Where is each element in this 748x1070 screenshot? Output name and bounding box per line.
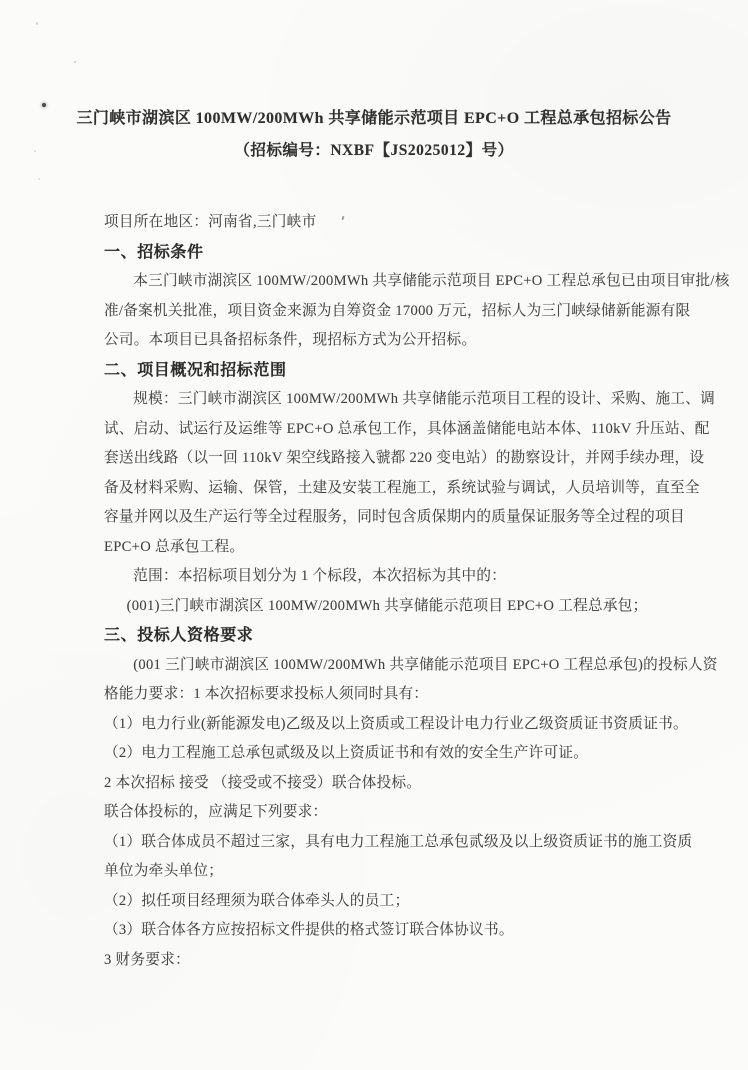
text-line: （1）联合体成员不超过三家，具有电力工程施工总承包贰级及以上级资质证书的施工资质 xyxy=(104,833,693,850)
text-line: 套送出线路（以一回 110kV 架空线路接入虢都 220 变电站）的勘察设计，并网手续办理，设 xyxy=(104,450,705,466)
text-line: 准/备案机关批准，项目资金来源为自筹资金 17000 万元，招标人为三门峡绿储新能源有限 xyxy=(104,302,691,319)
scan-speck xyxy=(34,150,36,152)
text-line: 格能力要求：1 本次招标要求投标人须同时具有： xyxy=(104,686,429,702)
text-line: (001)三门峡市湖滨区 100MW/200MWh 共享储能示范项目 EPC+O 工程总承包； xyxy=(126,597,648,614)
paragraph-project-scale xyxy=(104,385,716,562)
paragraph-bid-range xyxy=(104,562,666,592)
paragraph-qualification-intro xyxy=(104,651,718,710)
text-line: 2 本次招标 接受 （接受或不接受）联合体投标。 xyxy=(104,774,422,791)
scan-speck xyxy=(38,178,40,180)
paragraph-qualification-item-2 xyxy=(104,739,666,769)
scan-speck xyxy=(74,61,76,63)
document-body xyxy=(104,208,730,975)
section-heading-bidding-conditions: 一、招标条件 xyxy=(104,243,204,261)
section-heading-project-overview: 二、项目概况和招标范围 xyxy=(104,361,287,379)
paragraph-financial-requirements xyxy=(104,946,666,976)
text-line: （2）拟任项目经理须为联合体牵头人的员工； xyxy=(104,892,410,909)
paragraph-lot-001 xyxy=(104,592,666,622)
paragraph-qualification-item-1 xyxy=(104,710,688,740)
paragraph-consortium-requirement-1 xyxy=(104,828,693,887)
paragraph-consortium-acceptance xyxy=(104,769,666,799)
text-line: 单位为牵头单位； xyxy=(104,863,224,879)
document-subtitle: （招标编号：NXBF【JS2025012】号） xyxy=(234,142,514,159)
scan-speck xyxy=(42,103,46,107)
text-line: 本三门峡市湖滨区 100MW/200MWh 共享储能示范项目 EPC+O 工程总承包已由项目审批/核 xyxy=(133,273,730,289)
paragraph-consortium-requirements-intro xyxy=(104,798,666,828)
section-heading-bidder-qualifications: 三、投标人资格要求 xyxy=(104,627,254,644)
text-line: 备及材料采购、运输、保管，土建及安装工程施工，系统试验与调试，人员培训等，直至全 xyxy=(104,479,700,496)
text-line: 规模：三门峡市湖滨区 100MW/200MWh 共享储能示范项目工程的设计、采购、施工、调 xyxy=(133,391,716,407)
paragraph-consortium-requirement-2 xyxy=(104,887,666,917)
text-line: （1）电力行业(新能源发电)乙级及以上资质或工程设计电力行业乙级资质证书资质证书。 xyxy=(104,715,688,732)
text-line: 公司。本项目已具备招标条件，现招标方式为公开招标。 xyxy=(104,332,477,348)
text-line: （3）联合体各方应按招标文件提供的格式签订联合体协议书。 xyxy=(104,922,514,938)
project-location-line: 项目所在地区：河南省,三门峡市 xyxy=(104,214,317,230)
text-line: 范围：本招标项目划分为 1 个标段，本次招标为其中的： xyxy=(133,568,507,584)
paragraph-consortium-requirement-3 xyxy=(104,916,666,946)
text-line: 试、启动、试运行及运维等 EPC+O 总承包工作，具体涵盖储能电站本体、110kV 升压站、配 xyxy=(104,420,710,437)
text-line: 3 财务要求： xyxy=(104,951,191,968)
text-line: 联合体投标的，应满足下列要求： xyxy=(104,804,328,820)
paragraph-bidding-conditions xyxy=(104,267,730,356)
text-line: （2）电力工程施工总承包贰级及以上资质证书和有效的安全生产许可证。 xyxy=(104,745,589,761)
text-line: (001 三门峡市湖滨区 100MW/200MWh 共享储能示范项目 EPC+O 工程总承包)的投标人资 xyxy=(133,656,718,673)
scan-speck xyxy=(36,22,38,25)
text-line: EPC+O 总承包工程。 xyxy=(104,538,245,555)
text-line: 容量并网以及生产运行等全过程服务，同时包含质保期内的质量保证服务等全过程的项目 xyxy=(104,509,685,525)
document-title: 三门峡市湖滨区 100MW/200MWh 共享储能示范项目 EPC+O 工程总承包招标公告 xyxy=(76,110,672,127)
